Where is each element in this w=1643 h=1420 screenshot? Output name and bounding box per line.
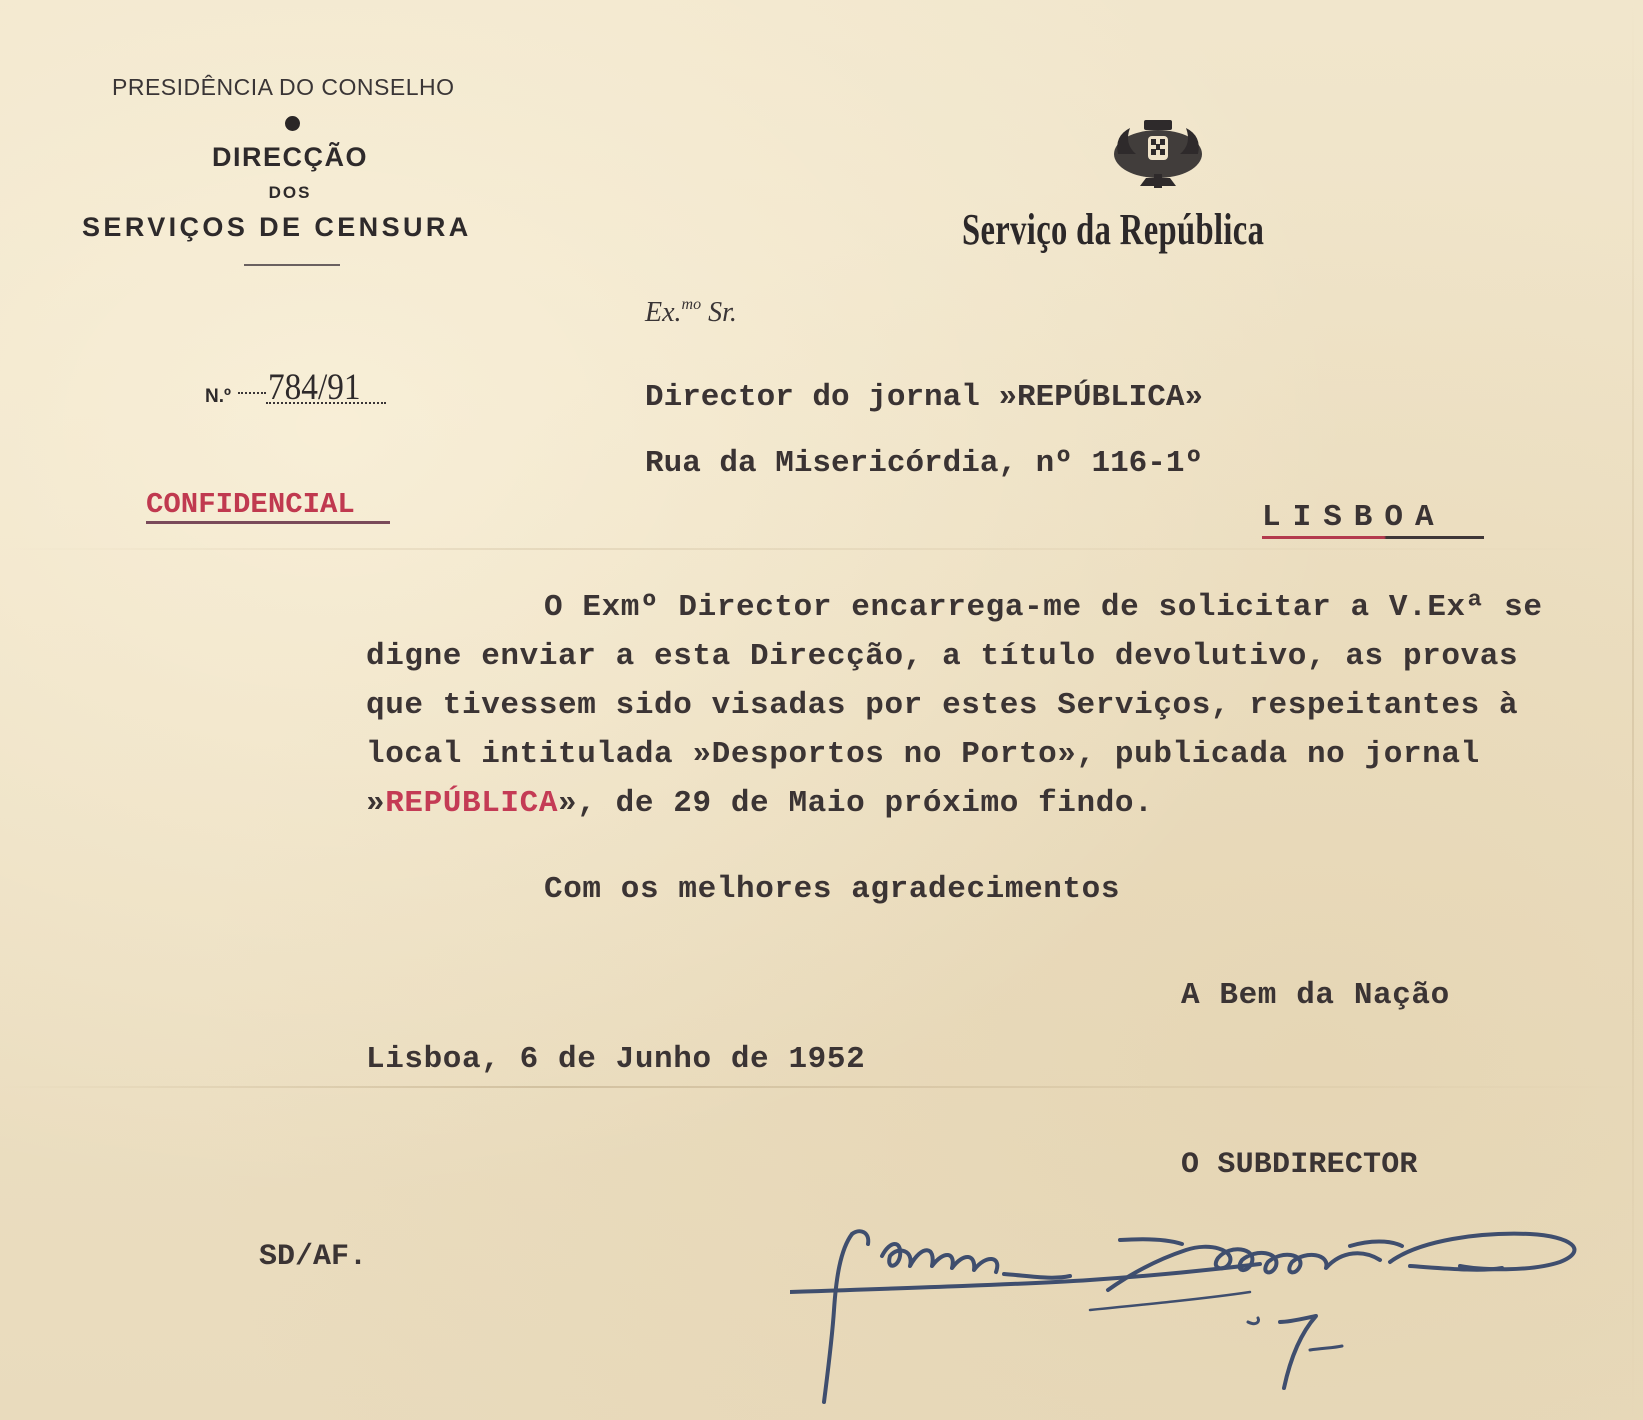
reference-underline — [266, 402, 386, 404]
letterhead-service: Serviço da República — [962, 205, 1265, 254]
signatory-title: O SUBDIRECTOR — [1181, 1148, 1418, 1182]
body-line-3: que tivessem sido visadas por estes Serviços, respeitantes à — [366, 688, 1519, 723]
recipient-line-1: Director do jornal »REPÚBLICA» — [645, 380, 1204, 415]
paper-fold — [0, 548, 1643, 550]
salutation: Ex.$^{mo}$ Sr. — [645, 296, 737, 328]
reference-dots — [238, 392, 266, 394]
header-presidencia: PRESIDÊNCIA DO CONSELHO — [112, 74, 455, 100]
header-rule — [244, 264, 340, 266]
recipient-city-underline — [1262, 536, 1484, 539]
coat-of-arms-icon — [1110, 114, 1206, 190]
recipient-line-2: Rua da Misericórdia, nº 116-1º — [645, 446, 1204, 481]
header-dos: DOS — [268, 183, 312, 202]
letter-date: Lisboa, 6 de Junho de 1952 — [366, 1042, 866, 1077]
body-line-4: local intitulada »Desportos no Porto», publicada no jornal — [366, 737, 1480, 772]
body-line-5: »REPÚBLICA», de 29 de Maio próximo findo. — [366, 786, 1154, 821]
typist-initials: SD/AF. — [259, 1240, 368, 1274]
header-direccao: DIRECÇÃO — [211, 142, 368, 172]
header-bullet — [285, 116, 300, 131]
body-line-1: O Exmº Director encarrega-me de solicitar a V.Exª se — [544, 590, 1543, 625]
header-servicos-censura: SERVIÇOS DE CENSURA — [82, 212, 472, 242]
recipient-city: LISBOA — [1262, 500, 1446, 535]
reference-number-label: N.º — [205, 386, 231, 407]
newspaper-name-red: REPÚBLICA — [385, 786, 559, 821]
paper-edge — [1632, 0, 1634, 1420]
paper-fold — [0, 1086, 1643, 1088]
closing-thanks: Com os melhores agradecimentos — [544, 872, 1121, 907]
classification-stamp: CONFIDENCIAL — [146, 488, 355, 521]
reference-number-value: 784/91 — [268, 367, 361, 408]
handwritten-signature — [790, 1210, 1610, 1410]
closing-motto: A Bem da Nação — [1181, 978, 1450, 1013]
body-line-2: digne enviar a esta Direcção, a título devolutivo, as provas — [366, 639, 1519, 674]
classification-underline — [146, 521, 390, 524]
